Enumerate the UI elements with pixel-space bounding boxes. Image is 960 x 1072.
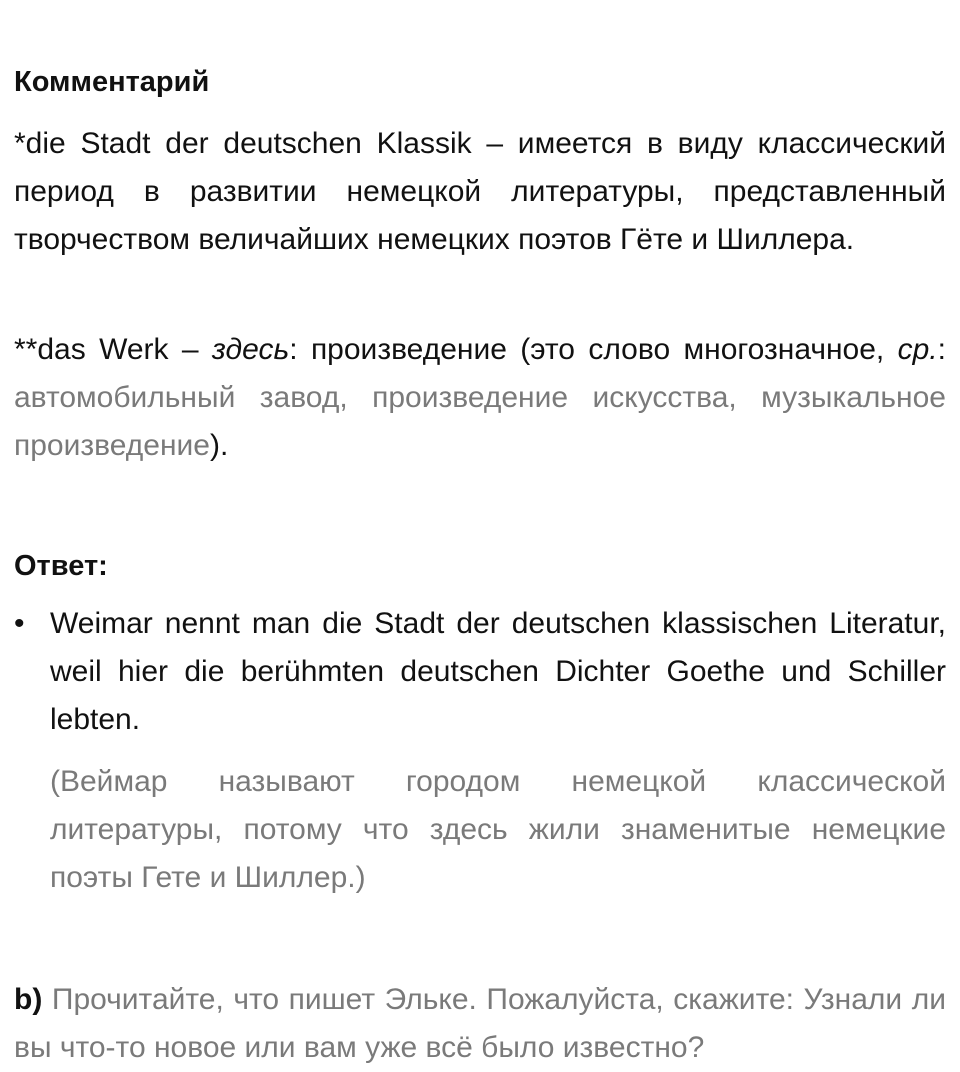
task-b [14, 976, 946, 1072]
note-2-prefix: **das Werk – [14, 333, 212, 366]
answer-german: Weimar nennt man die Stadt der deutschen klassischen Literatur, weil hier die berühmten deutschen Dichter Goethe und Schiller lebten. [50, 607, 946, 736]
note-2-examples: автомобильный завод, произведение искусства, музыкальное произведение [14, 381, 946, 462]
answer-russian-translation: (Веймар называют городом немецкой классической литературы, потому что здесь жили знаменитые немецкие поэты Гете и Шиллер.) [50, 765, 946, 894]
note-2-cf-word: ср. [897, 333, 938, 366]
task-b-label: b) [14, 983, 43, 1016]
comment-note-1: *die Stadt der deutschen Klassik – имеется в виду классический период в развитии немецкой литературы, представленный творчеством величайших немецких поэтов Гёте и Шиллера. [14, 127, 946, 256]
note-2-here-word: здесь [211, 333, 290, 366]
bullet-marker: • [14, 607, 25, 640]
comment-heading: Комментарий [14, 66, 210, 98]
answer-heading: Ответ: [14, 550, 108, 582]
note-2-colon: : [937, 333, 946, 366]
comment-note-2 [14, 326, 946, 470]
note-2-mid: : произведение (это слово многозначное, [289, 333, 898, 366]
note-2-suffix: ). [209, 429, 229, 462]
task-b-text: Прочитайте, что пишет Эльке. Пожалуйста, скажите: Узнали ли вы что-то новое или вам уже всё было известно? [14, 983, 946, 1064]
